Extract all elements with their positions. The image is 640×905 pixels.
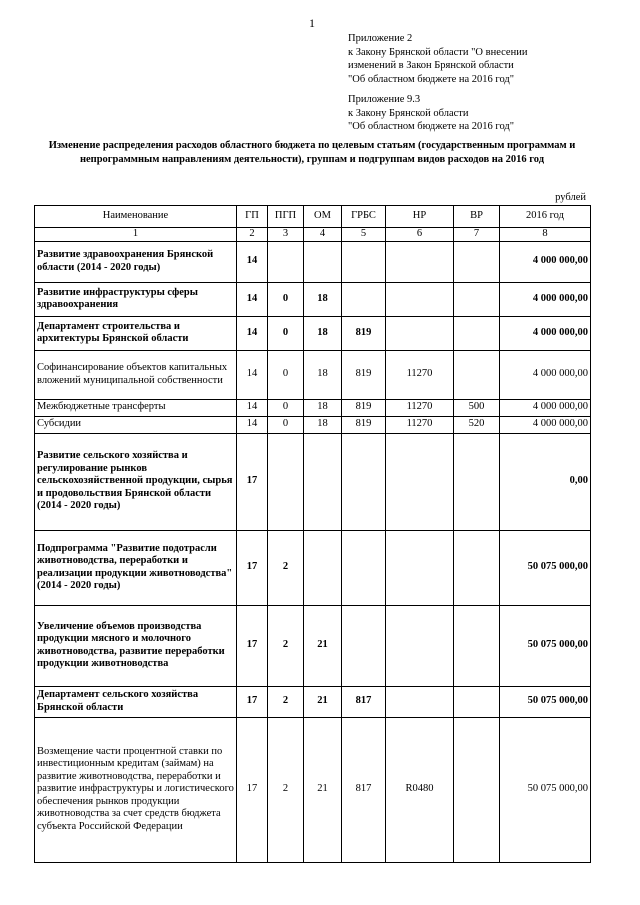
row-om: 18: [304, 282, 342, 316]
document-title: Изменение распределения расходов областного бюджета по целевым статьям (государственным программам и непрограммным направлениям деятельности), группам и подгруппам видов расходов на 2016 год: [48, 140, 576, 165]
row-pgp: 0: [268, 316, 304, 350]
row-amount: 50 075 000,00: [500, 686, 591, 717]
row-amount: 4 000 000,00: [500, 316, 591, 350]
row-gp: 17: [237, 717, 268, 862]
row-amount: 50 075 000,00: [500, 605, 591, 686]
row-name: Субсидии: [35, 416, 237, 433]
header-gp: ГП: [237, 206, 268, 228]
column-number: 7: [454, 228, 500, 242]
row-name: Подпрограмма "Развитие подотрасли животноводства, переработки и реализации продукции животноводства" (2014 - 2020 годы): [35, 530, 237, 605]
table-row: [35, 530, 591, 605]
row-nr: 11270: [386, 399, 454, 416]
row-nr: [386, 686, 454, 717]
row-name: Развитие сельского хозяйства и регулирование рынков сельскохозяйственной продукции, сырья и продовольствия Брянской области (2014 - 2020 годы): [35, 433, 237, 530]
row-grbs: 819: [342, 316, 386, 350]
row-gp: 17: [237, 605, 268, 686]
appendix-2-line: Приложение 2: [348, 33, 413, 44]
row-amount: 4 000 000,00: [500, 282, 591, 316]
column-number: 6: [386, 228, 454, 242]
row-om: [304, 433, 342, 530]
column-number: 1: [35, 228, 237, 242]
row-pgp: 2: [268, 605, 304, 686]
column-number: 3: [268, 228, 304, 242]
row-grbs: [342, 605, 386, 686]
appendix-9-3-note: [348, 93, 514, 134]
row-name: Софинансирование объектов капитальных вложений муниципальной собственности: [35, 350, 237, 399]
row-nr: [386, 316, 454, 350]
row-pgp: 0: [268, 416, 304, 433]
appendix-2-line: изменений в Закон Брянской области: [348, 60, 514, 71]
row-pgp: 0: [268, 399, 304, 416]
header-vr: ВР: [454, 206, 500, 228]
row-gp: 14: [237, 316, 268, 350]
units-label: рублей: [555, 192, 586, 203]
row-nr: 11270: [386, 416, 454, 433]
row-pgp: 0: [268, 282, 304, 316]
appendix-9-3-line: к Закону Брянской области: [348, 107, 469, 119]
table-row: [35, 282, 591, 316]
row-om: [304, 530, 342, 605]
row-gp: 17: [237, 433, 268, 530]
column-number: 4: [304, 228, 342, 242]
header-pgp: ПГП: [268, 206, 304, 228]
row-vr: [454, 282, 500, 316]
row-om: 21: [304, 686, 342, 717]
row-name: Развитие здравоохранения Брянской области (2014 - 2020 годы): [35, 241, 237, 282]
row-grbs: 819: [342, 350, 386, 399]
table-row: [35, 350, 591, 399]
table-row: [35, 717, 591, 862]
appendix-2-line: к Закону Брянской области "О внесении: [348, 46, 528, 58]
row-nr: [386, 282, 454, 316]
row-om: 18: [304, 399, 342, 416]
row-pgp: [268, 241, 304, 282]
row-vr: [454, 316, 500, 350]
row-om: [304, 241, 342, 282]
row-pgp: 0: [268, 350, 304, 399]
row-name: Департамент сельского хозяйства Брянской области: [35, 686, 237, 717]
row-amount: 50 075 000,00: [500, 717, 591, 862]
row-nr: 11270: [386, 350, 454, 399]
table-row: [35, 241, 591, 282]
row-nr: R0480: [386, 717, 454, 862]
row-amount: 0,00: [500, 433, 591, 530]
row-name: Развитие инфраструктуры сферы здравоохранения: [35, 282, 237, 316]
row-om: 18: [304, 316, 342, 350]
row-nr: [386, 605, 454, 686]
row-gp: 14: [237, 282, 268, 316]
row-pgp: [268, 433, 304, 530]
table-row: [35, 686, 591, 717]
row-gp: 17: [237, 530, 268, 605]
row-gp: 14: [237, 416, 268, 433]
row-pgp: 2: [268, 530, 304, 605]
table-row: [35, 316, 591, 350]
row-grbs: [342, 241, 386, 282]
row-name: Увеличение объемов производства продукции мясного и молочного животноводства, развитие переработки продукции животноводства: [35, 605, 237, 686]
appendix-9-3-line: Приложение 9.3: [348, 94, 421, 105]
row-amount: 4 000 000,00: [500, 350, 591, 399]
row-vr: [454, 241, 500, 282]
row-om: 18: [304, 350, 342, 399]
row-grbs: [342, 433, 386, 530]
column-number-row: [35, 228, 591, 242]
row-name: Возмещение части процентной ставки по инвестиционным кредитам (займам) на развитие животноводства, переработки и развитие инфраструктуры и логистического обеспечения рынков продукции животноводства за счет средств бюджета субъекта Российской Федерации: [35, 717, 237, 862]
row-grbs: [342, 530, 386, 605]
row-gp: 14: [237, 350, 268, 399]
row-vr: [454, 605, 500, 686]
header-om: ОМ: [304, 206, 342, 228]
table-row: [35, 433, 591, 530]
column-number: 5: [342, 228, 386, 242]
row-nr: [386, 433, 454, 530]
column-number: 2: [237, 228, 268, 242]
header-grbs: ГРБС: [342, 206, 386, 228]
row-amount: 50 075 000,00: [500, 530, 591, 605]
row-vr: 520: [454, 416, 500, 433]
row-gp: 17: [237, 686, 268, 717]
row-vr: [454, 686, 500, 717]
header-name: Наименование: [35, 206, 237, 228]
row-vr: [454, 717, 500, 862]
page-number: 1: [309, 16, 315, 30]
header-nr: НР: [386, 206, 454, 228]
row-om: 21: [304, 605, 342, 686]
row-vr: [454, 350, 500, 399]
table-row: [35, 399, 591, 416]
appendix-2-note: [348, 32, 527, 86]
appendix-2-line: "Об областном бюджете на 2016 год": [348, 73, 515, 85]
table-row: [35, 416, 591, 433]
row-om: 18: [304, 416, 342, 433]
row-amount: 4 000 000,00: [500, 416, 591, 433]
header-year: 2016 год: [500, 206, 591, 228]
row-name: Межбюджетные трансферты: [35, 399, 237, 416]
header-row: [35, 206, 591, 228]
row-amount: 4 000 000,00: [500, 241, 591, 282]
table-row: [35, 605, 591, 686]
row-name: Департамент строительства и архитектуры Брянской области: [35, 316, 237, 350]
row-vr: [454, 433, 500, 530]
expenditure-table: [34, 205, 591, 863]
row-grbs: 817: [342, 686, 386, 717]
row-pgp: 2: [268, 717, 304, 862]
row-grbs: 819: [342, 416, 386, 433]
row-grbs: [342, 282, 386, 316]
row-gp: 14: [237, 241, 268, 282]
row-om: 21: [304, 717, 342, 862]
row-vr: 500: [454, 399, 500, 416]
row-vr: [454, 530, 500, 605]
row-pgp: 2: [268, 686, 304, 717]
row-nr: [386, 241, 454, 282]
row-grbs: 819: [342, 399, 386, 416]
row-gp: 14: [237, 399, 268, 416]
row-nr: [386, 530, 454, 605]
row-amount: 4 000 000,00: [500, 399, 591, 416]
row-grbs: 817: [342, 717, 386, 862]
column-number: 8: [500, 228, 591, 242]
appendix-9-3-line: "Об областном бюджете на 2016 год": [348, 121, 515, 132]
